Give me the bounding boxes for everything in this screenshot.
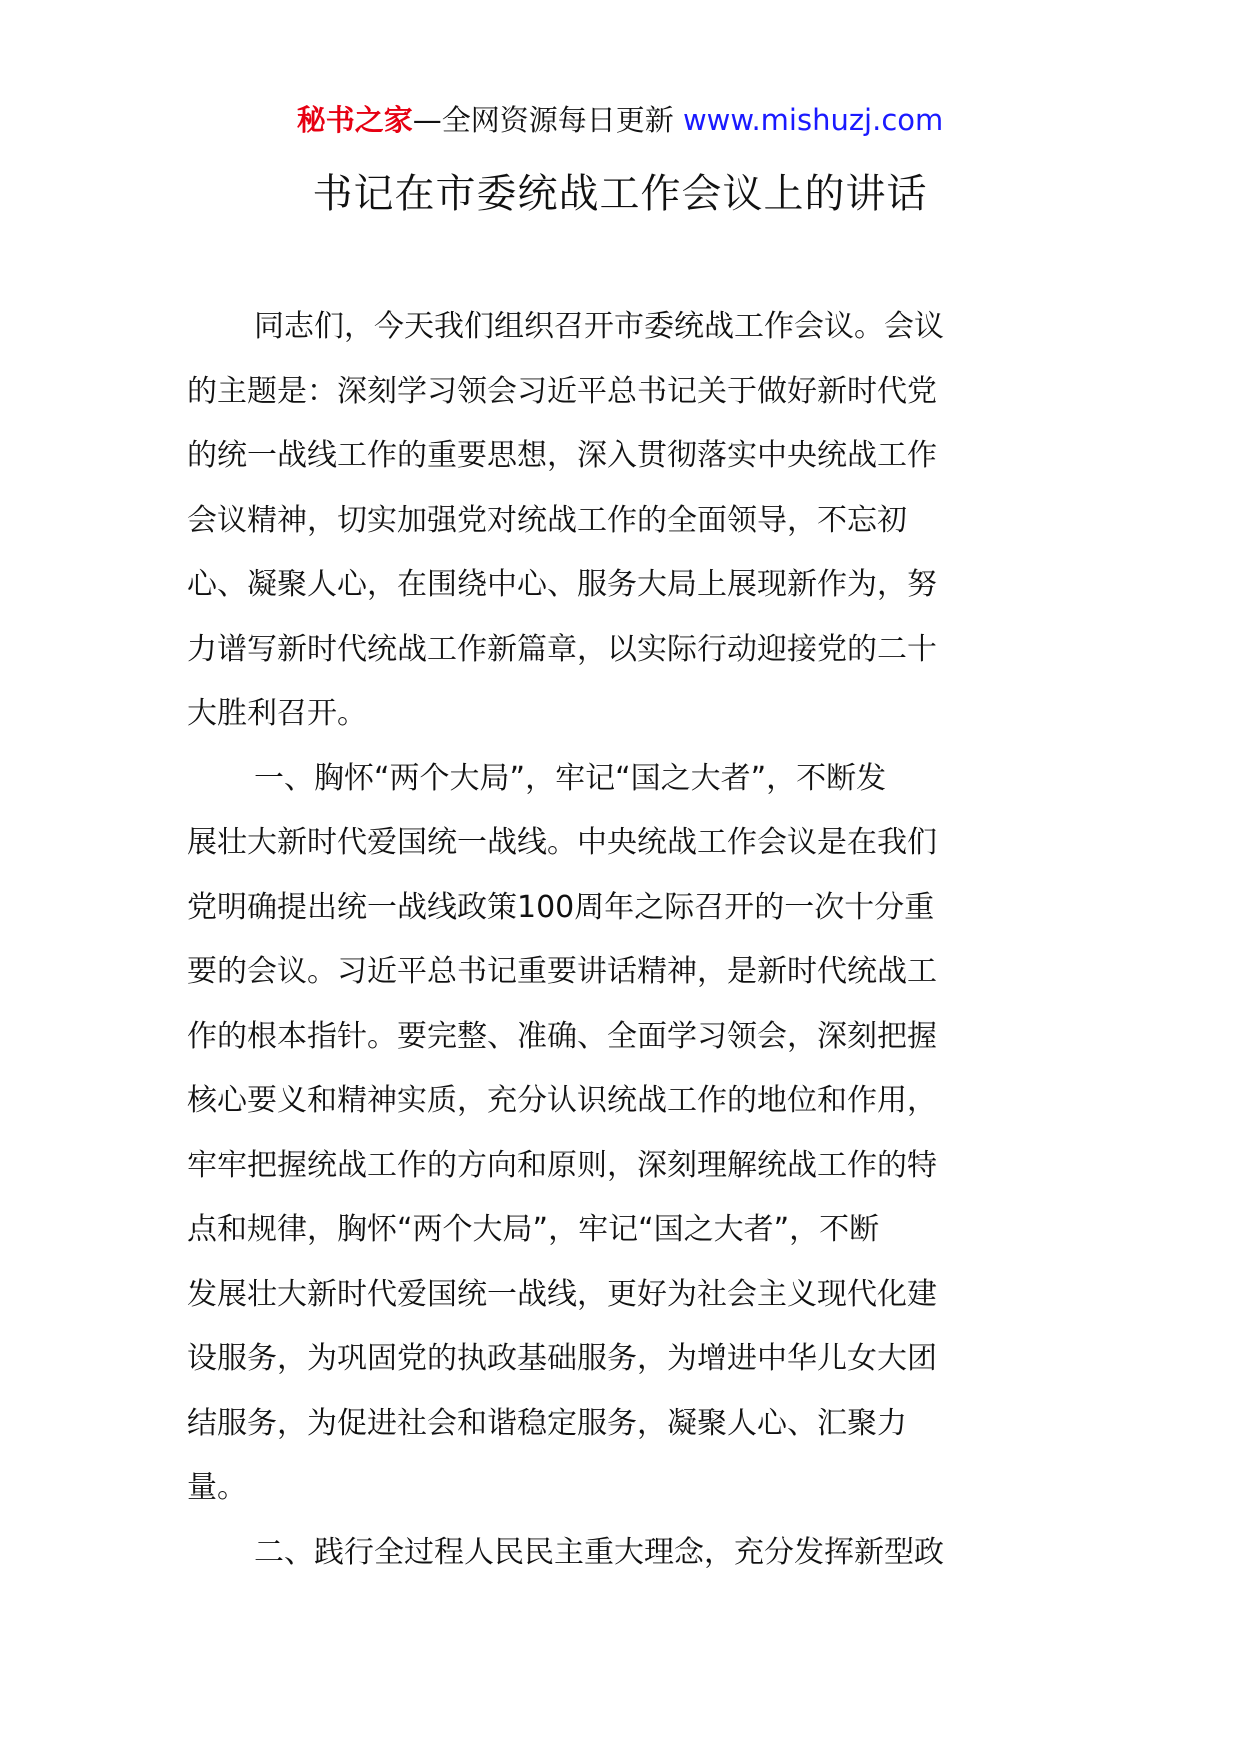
site-header (0, 100, 1240, 140)
paragraph-line: 展壮大新时代爱国统一战线。中央统战工作会议是在我们 (187, 825, 937, 860)
header-slogan: —全网资源每日更新 (412, 103, 683, 137)
paragraph-line: 大胜利召开。 (187, 696, 367, 731)
paragraph-line: 量。 (187, 1470, 247, 1505)
section-heading-line: 二、践行全过程人民民主重大理念，充分发挥新型政 (254, 1534, 944, 1570)
paragraph-line: 的统一战线工作的重要思想，深入贯彻落实中央统战工作 (187, 438, 937, 473)
paragraph-line: 心、凝聚人心，在围绕中心、服务大局上展现新作为，努 (187, 567, 937, 602)
document-body (187, 295, 1053, 1585)
paragraph-line: 发展壮大新时代爱国统一战线，更好为社会主义现代化建 (187, 1276, 937, 1312)
paragraph-line: 核心要义和精神实质，充分认识统战工作的地位和作用， (187, 1083, 937, 1118)
section-heading-line: 一、胸怀“两个大局”，牢记“国之大者”，不断发 (254, 760, 887, 796)
paragraph-line: 要的会议。习近平总书记重要讲话精神，是新时代统战工 (187, 954, 937, 989)
paragraph-line: 牢牢把握统战工作的方向和原则，深刻理解统战工作的特 (187, 1147, 937, 1183)
document-title: 书记在市委统战工作会议上的讲话 (312, 171, 928, 217)
paragraph-line: 点和规律，胸怀“两个大局”，牢记“国之大者”，不断 (187, 1212, 880, 1247)
paragraph-line: 力谱写新时代统战工作新篇章，以实际行动迎接党的二十 (187, 631, 937, 667)
site-url-link[interactable]: www.mishuzj.com (682, 103, 944, 137)
paragraph-line: 会议精神，切实加强党对统战工作的全面领导，不忘初 (187, 502, 907, 538)
paragraph-line: 设服务，为巩固党的执政基础服务，为增进中华儿女大团 (187, 1341, 937, 1376)
brand-name: 秘书之家 (296, 103, 413, 137)
paragraph-line: 同志们，今天我们组织召开市委统战工作会议。会议 (254, 309, 944, 344)
paragraph-line: 结服务，为促进社会和谐稳定服务，凝聚人心、汇聚力 (187, 1405, 907, 1441)
paragraph-line: 党明确提出统一战线政策100周年之际召开的一次十分重 (187, 889, 935, 925)
paragraph-line: 作的根本指针。要完整、准确、全面学习领会，深刻把握 (187, 1018, 937, 1054)
paragraph-line: 的主题是：深刻学习领会习近平总书记关于做好新时代党 (187, 373, 937, 409)
